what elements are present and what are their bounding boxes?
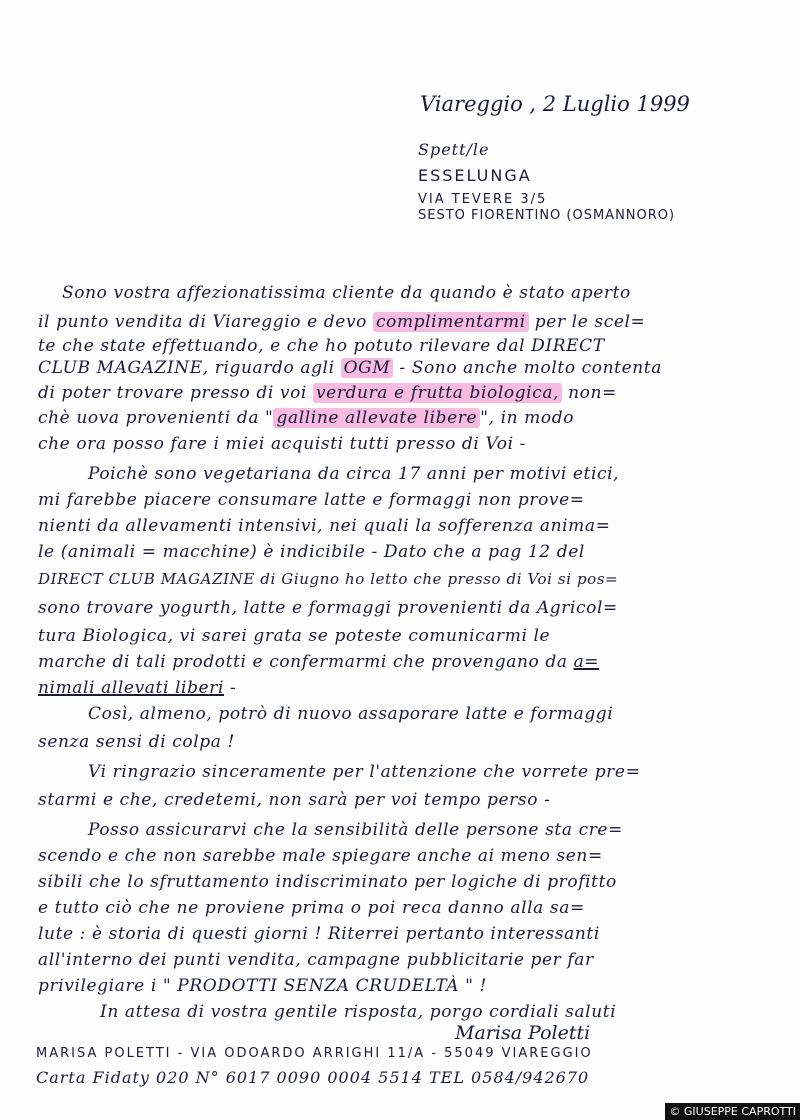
footer-card-phone: Carta Fidaty 020 N° 6017 0090 0004 5514 TEL 0584/942670 [36, 1068, 590, 1087]
body-line-8: Poichè sono vegetariana da circa 17 anni per motivi etici, [88, 464, 620, 484]
highlight-galline: galline allevate libere [273, 408, 480, 428]
body-line-6 [38, 408, 574, 428]
body-line-10: nienti da allevamenti intensivi, nei quali la sofferenza anima= [38, 516, 611, 536]
body-line-9: mi farebbe piacere consumare latte e formaggi non prove= [38, 490, 585, 510]
body-line-27: privilegiare i " PRODOTTI SENZA CRUDELTÀ " ! [38, 976, 487, 996]
body-line-2 [38, 312, 645, 332]
body-line-4-text-c: - Sono anche molto contenta [393, 358, 662, 378]
body-line-4 [38, 358, 662, 378]
body-line-2-text-a: il punto vendita di Viareggio e devo [38, 312, 373, 332]
body-line-26: all'interno dei punti vendita, campagne pubblicitarie per far [38, 950, 594, 970]
body-line-16 [38, 678, 236, 698]
body-line-21: Posso assicurarvi che la sensibilità delle persone sta cre= [88, 820, 623, 840]
photo-credit: © GIUSEPPE CAPROTTI [665, 1103, 800, 1120]
body-line-4-text-a: CLUB MAGAZINE, riguardo agli [38, 358, 341, 378]
body-line-25: lute : è storia di questi giorni ! Riterrei pertanto interessanti [38, 924, 600, 944]
body-line-12: DIRECT CLUB MAGAZINE di Giugno ho letto che presso di Voi si pos= [38, 570, 619, 588]
body-line-15-text-a: marche di tali prodotti e confermarmi che provengano da [38, 652, 574, 672]
highlight-complimentarmi: complimentarmi [373, 312, 529, 332]
body-line-18: senza sensi di colpa ! [38, 732, 235, 752]
body-line-5-text-c: non= [562, 383, 617, 403]
body-line-5-text-a: di poter trovare presso di voi [38, 383, 313, 403]
recipient-line-2: ESSELUNGA [418, 166, 532, 185]
body-line-2-text-c: per le scel= [528, 312, 646, 332]
highlight-ogm: OGM [341, 358, 394, 378]
recipient-line-1: Spett/le [418, 140, 490, 159]
signature: Marisa Poletti [455, 1022, 591, 1044]
body-line-1: Sono vostra affezionatissima cliente da quando è stato aperto [62, 283, 631, 303]
recipient-line-4: SESTO FIORENTINO (OSMANNORO) [418, 208, 676, 223]
body-line-5 [38, 383, 617, 403]
body-line-6-text-a: chè uova provenienti da " [38, 408, 274, 428]
body-line-13: sono trovare yogurth, latte e formaggi provenienti da Agricol= [38, 598, 618, 618]
highlight-verdura-frutta: verdura e frutta biologica, [313, 383, 562, 403]
body-line-6-text-c: ", in modo [480, 408, 575, 428]
footer-address: MARISA POLETTI - VIA ODOARDO ARRIGHI 11/A - 55049 VIAREGGIO [36, 1046, 593, 1061]
body-line-3: te che state effettuando, e che ho potuto rilevare dal DIRECT [38, 336, 605, 356]
body-line-20: starmi e che, credetemi, non sarà per voi tempo perso - [38, 790, 551, 810]
body-line-22: scendo e che non sarebbe male spiegare anche ai meno sen= [38, 846, 603, 866]
recipient-line-3: VIA TEVERE 3/5 [418, 192, 548, 207]
body-line-28: In attesa di vostra gentile risposta, porgo cordiali saluti [100, 1002, 617, 1022]
underlined-animali-allevati-liberi: nimali allevati liberi [38, 678, 224, 698]
body-line-23: sibili che lo sfruttamento indiscriminato per logiche di profitto [38, 872, 617, 892]
body-line-17: Così, almeno, potrò di nuovo assaporare latte e formaggi [88, 704, 614, 724]
letter-date: Viareggio , 2 Luglio 1999 [420, 92, 690, 116]
body-line-14: tura Biologica, vi sarei grata se poteste comunicarmi le [38, 626, 551, 646]
body-line-15 [38, 652, 599, 672]
body-line-19: Vi ringrazio sinceramente per l'attenzione che vorrete pre= [88, 762, 641, 782]
underlined-a: a= [573, 652, 600, 672]
body-line-7: che ora posso fare i miei acquisti tutti presso di Voi - [38, 434, 526, 454]
body-line-24: e tutto ciò che ne proviene prima o poi reca danno alla sa= [38, 898, 585, 918]
body-line-11: le (animali = macchine) è indicibile - Dato che a pag 12 del [38, 542, 585, 562]
body-line-16-text-b: - [223, 678, 237, 698]
